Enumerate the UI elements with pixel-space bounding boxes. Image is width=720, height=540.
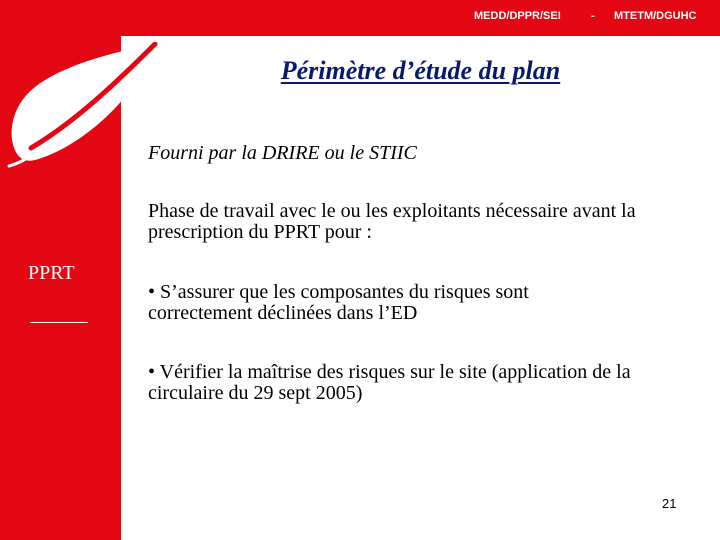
- sidebar-divider: [30, 322, 88, 323]
- bullet-item-1: • S’assurer que les composantes du risques sont correctement déclinées dans l’ED: [148, 281, 529, 324]
- header-separator: -: [591, 10, 595, 22]
- intro-paragraph: Phase de travail avec le ou les exploitants nécessaire avant la prescription du PPRT pour :: [148, 200, 636, 243]
- page-number: 21: [662, 496, 677, 511]
- bullet-item-2: • Vérifier la maîtrise des risques sur le site (application de la circulaire du 29 sept 2005): [148, 361, 631, 404]
- slide-subtitle: Fourni par la DRIRE ou le STIIC: [148, 142, 417, 164]
- slide-title: Périmètre d’étude du plan: [280, 56, 561, 85]
- header-left-org: MEDD/DPPR/SEI: [474, 10, 561, 22]
- header-bar: [0, 0, 720, 36]
- header-right-org: MTETM/DGUHC: [614, 10, 697, 22]
- sidebar-label: PPRT: [28, 262, 75, 284]
